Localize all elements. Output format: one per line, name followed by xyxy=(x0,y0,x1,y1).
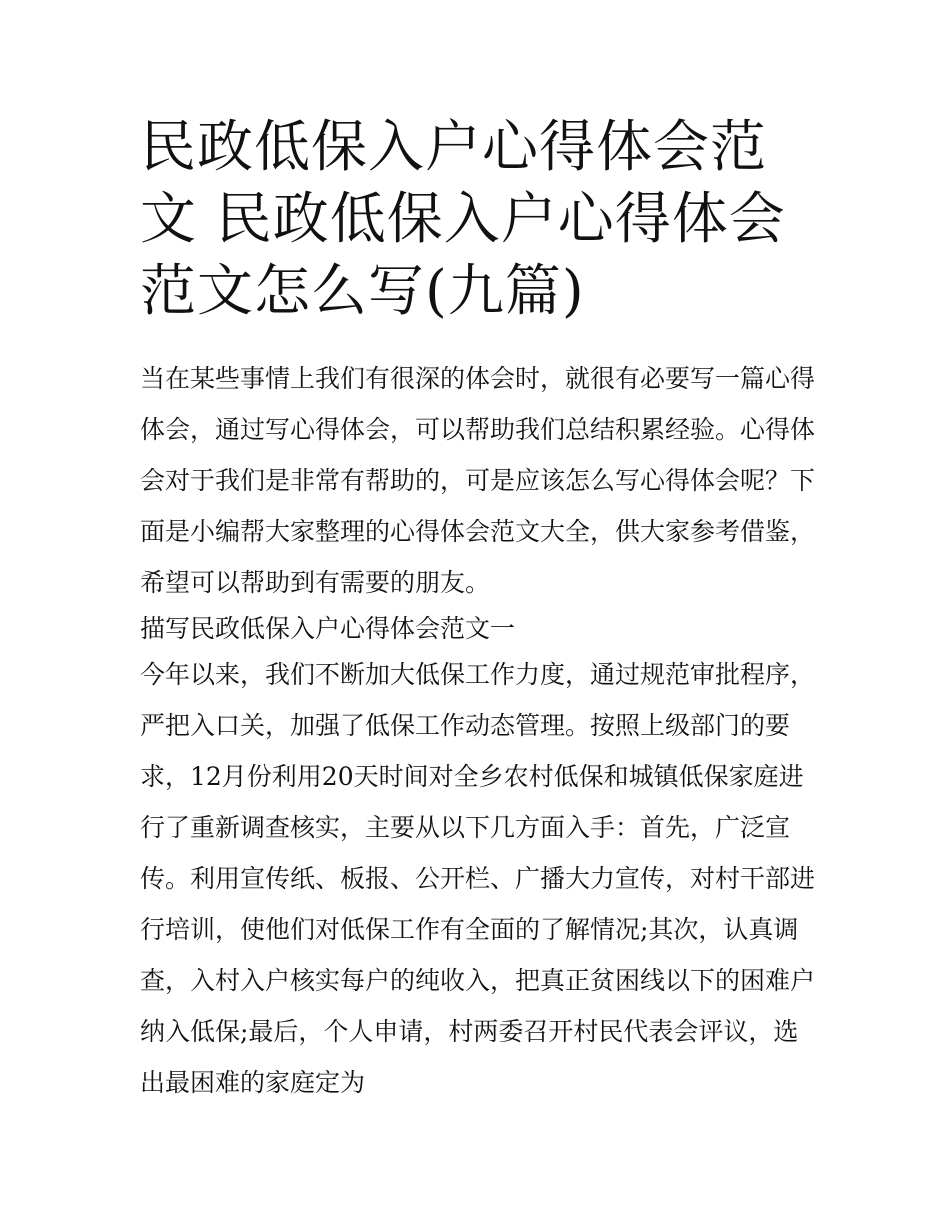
section-heading: 描写民政低保入户心得体会范文一 xyxy=(140,614,516,643)
document-body xyxy=(140,353,820,1108)
intro-paragraph: 当在某些事情上我们有很深的体会时，就很有必要写一篇心得体会，通过写心得体会，可以帮助我们总结积累经验。心得体会对于我们是非常有帮助的，可是应该怎么写心得体会呢？下面是小编帮大家整理的心得体会范文大全，供大家参考借鉴，希望可以帮助到有需要的朋友。 xyxy=(140,364,816,597)
section-paragraph: 今年以来，我们不断加大低保工作力度，通过规范审批程序，严把入口关，加强了低保工作动态管理。按照上级部门的要求，12月份利用20天时间对全乡农村低保和城镇低保家庭进行了重新调查核实，主要从以下几方面入手：首先，广泛宣传。利用宣传纸、板报、公开栏、广播大力宣传，对村干部进行培训，使他们对低保工作有全面的了解情况;其次，认真调查，入村入户核实每户的纯收入，把真正贫困线以下的困难户纳入低保;最后，个人申请，村两委召开村民代表会评议，选出最困难的家庭定为 xyxy=(140,660,816,1097)
document-title: 民政低保入户心得体会范文 民政低保入户心得体会范文怎么写(九篇) xyxy=(140,115,786,324)
